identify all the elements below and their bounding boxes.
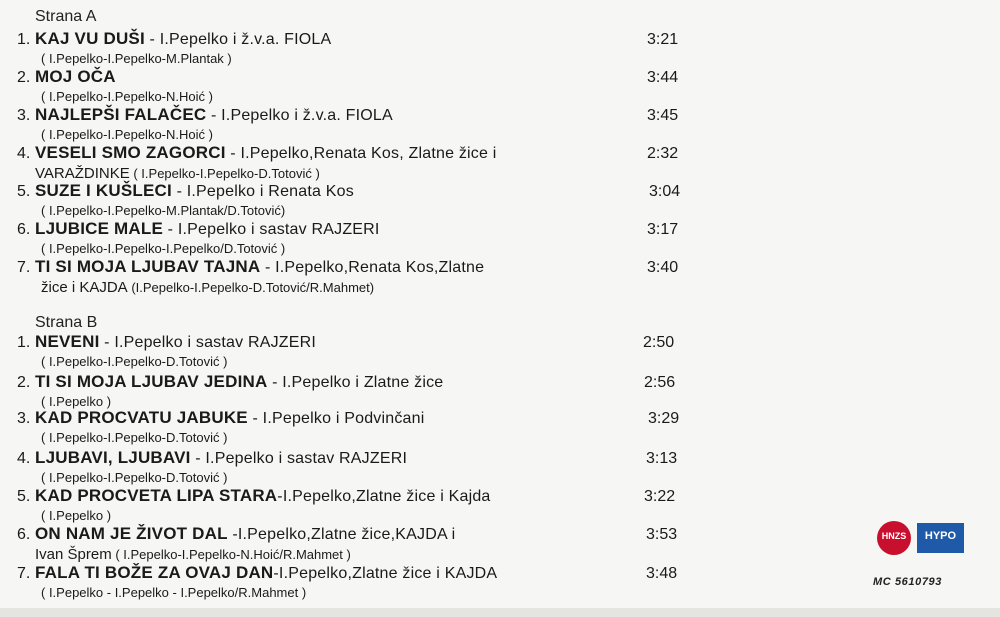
track-duration: 3:22: [644, 488, 676, 505]
track-number: 2.: [17, 374, 31, 391]
track-number: 2.: [17, 69, 31, 86]
track-duration: 3:48: [646, 565, 678, 582]
track-title: FALA TI BOŽE ZA OVAJ DAN-I.Pepelko,Zlatne žice i KAJDA: [35, 563, 498, 582]
track-number: 3.: [17, 410, 31, 427]
track-credits: VARAŽDINKE ( I.Pepelko-I.Pepelko-D.Totović ): [35, 165, 320, 182]
track-duration: 3:29: [648, 410, 680, 427]
track-title: TI SI MOJA LJUBAV JEDINA - I.Pepelko i Zlatne žice: [35, 372, 444, 391]
track-credits: ( I.Pepelko-I.Pepelko-M.Plantak/D.Totović): [41, 203, 286, 218]
hnzs-logo: HNZS: [877, 521, 911, 555]
track-title: LJUBICE MALE - I.Pepelko i sastav RAJZERI: [35, 219, 380, 238]
track-title: SUZE I KUŠLECI - I.Pepelko i Renata Kos: [35, 181, 354, 200]
track-number: 5.: [17, 488, 31, 505]
track-credits: ( I.Pepelko-I.Pepelko-I.Pepelko/D.Totović ): [41, 241, 286, 256]
track-a6: [0, 219, 700, 257]
track-title: ON NAM JE ŽIVOT DAL -I.Pepelko,Zlatne žice,KAJDA i: [35, 524, 456, 543]
track-duration: 3:40: [647, 259, 679, 276]
track-title: KAD PROCVATU JABUKE - I.Pepelko i Podvinčani: [35, 408, 425, 427]
track-duration: 3:53: [646, 526, 678, 543]
track-a3: [0, 105, 700, 143]
track-a1: [0, 29, 700, 67]
track-b1: [0, 332, 700, 370]
track-number: 4.: [17, 145, 31, 162]
track-number: 1.: [17, 334, 31, 351]
track-performers-continued: Ivan Šprem: [35, 546, 112, 563]
track-duration: 2:56: [644, 374, 676, 391]
track-duration: 3:21: [647, 31, 679, 48]
track-performers: - I.Pepelko i sastav RAJZERI: [163, 221, 380, 238]
track-number: 7.: [17, 565, 31, 582]
track-credits: ( I.Pepelko-I.Pepelko-D.Totović ): [41, 354, 228, 369]
track-a2: [0, 67, 700, 105]
catalog-number: MC 5610793: [873, 576, 942, 588]
track-duration: 3:17: [647, 221, 679, 238]
track-performers: -I.Pepelko,Zlatne žice i Kajda: [277, 488, 491, 505]
track-credits: ( I.Pepelko - I.Pepelko - I.Pepelko/R.Mahmet ): [41, 585, 307, 600]
track-b5: [0, 486, 700, 524]
track-performers: - I.Pepelko i ž.v.a. FIOLA: [206, 107, 393, 124]
track-number: 6.: [17, 221, 31, 238]
track-number: 3.: [17, 107, 31, 124]
track-title: MOJ OČA: [35, 67, 116, 86]
track-performers: - I.Pepelko i sastav RAJZERI: [190, 450, 408, 467]
side-b-label: Strana B: [35, 314, 98, 331]
track-title: LJUBAVI, LJUBAVI - I.Pepelko i sastav RAJZERI: [35, 448, 408, 467]
track-duration: 2:50: [643, 334, 675, 351]
track-title: KAD PROCVETA LIPA STARA-I.Pepelko,Zlatne žice i Kajda: [35, 486, 491, 505]
track-b7: [0, 563, 700, 601]
track-credits: ( I.Pepelko-I.Pepelko-D.Totović ): [41, 470, 228, 485]
track-number: 4.: [17, 450, 31, 467]
track-number: 5.: [17, 183, 31, 200]
track-title: KAJ VU DUŠI - I.Pepelko i ž.v.a. FIOLA: [35, 29, 332, 48]
track-duration: 3:13: [646, 450, 678, 467]
track-b4: [0, 448, 700, 486]
track-number: 6.: [17, 526, 31, 543]
track-credits: ( I.Pepelko-I.Pepelko-D.Totović ): [41, 430, 228, 445]
track-performers: - I.Pepelko i Podvinčani: [247, 410, 425, 427]
track-credits: ( I.Pepelko-I.Pepelko-N.Hoić ): [41, 89, 213, 104]
track-a4: [0, 143, 700, 181]
track-credits: ( I.Pepelko-I.Pepelko-M.Plantak ): [41, 51, 232, 66]
track-performers-continued: žice i KAJDA: [41, 279, 128, 296]
track-number: 7.: [17, 259, 31, 276]
track-credits: žice i KAJDA (I.Pepelko-I.Pepelko-D.Totović/R.Mahmet): [41, 279, 375, 296]
track-b2: [0, 372, 700, 410]
track-performers: -I.Pepelko,Zlatne žice i KAJDA: [273, 565, 498, 582]
track-a7: [0, 257, 700, 295]
track-title: NEVENI - I.Pepelko i sastav RAJZERI: [35, 332, 317, 351]
inlay-fold: [0, 608, 1000, 617]
track-b3: [0, 408, 700, 446]
track-duration: 3:45: [647, 107, 679, 124]
track-duration: 2:32: [647, 145, 679, 162]
track-credits: ( I.Pepelko ): [41, 508, 112, 523]
track-title: TI SI MOJA LJUBAV TAJNA - I.Pepelko,Renata Kos,Zlatne: [35, 257, 485, 276]
track-credits: ( I.Pepelko-I.Pepelko-N.Hoić ): [41, 127, 213, 142]
track-performers: - I.Pepelko i Zlatne žice: [267, 374, 444, 391]
track-performers: - I.Pepelko i ž.v.a. FIOLA: [144, 31, 332, 48]
track-credits: Ivan Šprem ( I.Pepelko-I.Pepelko-N.Hoić/R.Mahmet ): [35, 546, 351, 563]
track-performers-continued: VARAŽDINKE: [35, 165, 130, 182]
track-performers: -I.Pepelko,Zlatne žice,KAJDA i: [227, 526, 456, 543]
track-credits: ( I.Pepelko ): [41, 394, 112, 409]
track-performers: - I.Pepelko i sastav RAJZERI: [99, 334, 317, 351]
side-a-label: Strana A: [35, 8, 97, 25]
track-title: VESELI SMO ZAGORCI - I.Pepelko,Renata Kos, Zlatne žice i: [35, 143, 497, 162]
track-b6: [0, 524, 700, 562]
hypo-logo: HYPO: [917, 523, 964, 553]
track-number: 1.: [17, 31, 31, 48]
track-a5: [0, 181, 700, 219]
track-duration: 3:04: [649, 183, 681, 200]
track-title: NAJLEPŠI FALAČEC - I.Pepelko i ž.v.a. FIOLA: [35, 105, 393, 124]
track-performers: - I.Pepelko,Renata Kos, Zlatne žice i: [225, 145, 497, 162]
sponsor-logos: [877, 521, 967, 561]
track-performers: - I.Pepelko,Renata Kos,Zlatne: [260, 259, 485, 276]
track-performers: - I.Pepelko i Renata Kos: [171, 183, 354, 200]
track-duration: 3:44: [647, 69, 679, 86]
